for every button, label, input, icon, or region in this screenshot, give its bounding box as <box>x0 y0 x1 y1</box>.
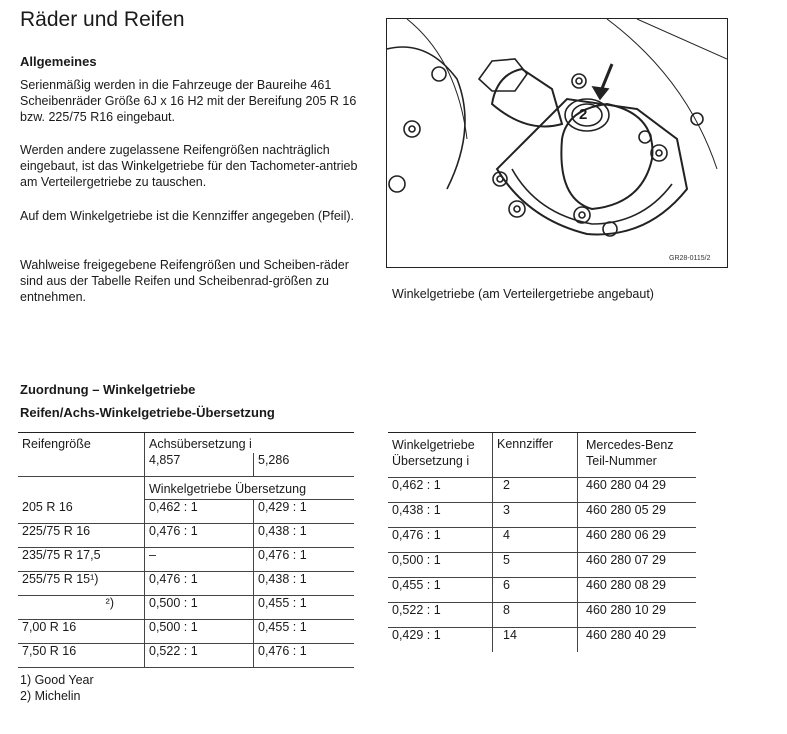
table-row <box>388 478 696 503</box>
ratio-a: – <box>145 548 254 572</box>
paragraph-3: Auf dem Winkelgetriebe ist die Kennziffer angegeben (Pfeil). <box>20 209 354 223</box>
tire-size: ²) <box>18 596 145 620</box>
code-number: 5 <box>493 553 578 578</box>
table-heading-2: Reifen/Achs-Winkelgetriebe-Übersetzung <box>20 405 275 420</box>
section-heading: Allgemeines <box>20 54 97 69</box>
table-row <box>18 548 354 572</box>
code-number: 6 <box>493 578 578 603</box>
ratio-a: 0,522 : 1 <box>145 644 254 668</box>
axle-ratio-b: 5,286 <box>254 453 355 477</box>
table-row <box>18 620 354 644</box>
tire-size: 255/75 R 15¹) <box>18 572 145 596</box>
callout-number: 2 <box>579 106 588 123</box>
col-header-ratio-line1: Winkelgetriebe <box>392 438 475 452</box>
gearbox-figure <box>386 18 728 268</box>
gear-ratio: 0,476 : 1 <box>388 528 493 553</box>
code-number: 4 <box>493 528 578 553</box>
ratio-a: 0,476 : 1 <box>145 524 254 548</box>
sub-header: Winkelgetriebe Übersetzung <box>145 477 355 500</box>
ratio-a: 0,500 : 1 <box>145 596 254 620</box>
table-row <box>18 524 354 548</box>
gear-ratio: 0,455 : 1 <box>388 578 493 603</box>
ratio-a: 0,462 : 1 <box>145 500 254 524</box>
table-row <box>18 596 354 620</box>
footnote-1: 1) Good Year <box>20 673 94 687</box>
table-row <box>388 553 696 578</box>
paragraph-2: Werden andere zugelassene Reifengrößen nachträglich eingebaut, ist das Winkelgetriebe für den Tachometer-antrieb am Verteilergetriebe zu tauschen. <box>20 143 358 189</box>
ratio-a: 0,476 : 1 <box>145 572 254 596</box>
footnote-2: 2) Michelin <box>20 689 81 703</box>
gear-ratio: 0,462 : 1 <box>388 478 493 503</box>
gear-ratio: 0,500 : 1 <box>388 553 493 578</box>
tire-size: 235/75 R 17,5 <box>18 548 145 572</box>
table-row <box>18 572 354 596</box>
tire-size: 225/75 R 16 <box>18 524 145 548</box>
part-number: 460 280 08 29 <box>578 578 697 603</box>
part-number: 460 280 40 29 <box>586 628 666 642</box>
part-number: 460 280 07 29 <box>578 553 697 578</box>
ratio-b: 0,476 : 1 <box>254 644 355 668</box>
table-row <box>388 528 696 553</box>
col-header-part <box>578 433 697 478</box>
table-row <box>388 503 696 528</box>
code-number: 3 <box>493 503 578 528</box>
col-header-ratio-line2: Übersetzung i <box>392 454 470 468</box>
col-header-ratio <box>388 433 493 478</box>
part-number: 460 280 10 29 <box>578 603 697 628</box>
table-heading-1: Zuordnung – Winkelgetriebe <box>20 382 196 397</box>
ratio-b: 0,455 : 1 <box>254 596 355 620</box>
gearbox-illustration <box>387 19 727 267</box>
paragraph-1: Serienmäßig werden in die Fahrzeuge der Baureihe 461 Scheibenräder Größe 6J x 16 H2 mit der Bereifung 205 R 16 bzw. 225/75 R16 eingebaut. <box>20 78 357 124</box>
table-row <box>18 644 354 668</box>
ratio-a: 0,500 : 1 <box>145 620 254 644</box>
ratio-b: 0,455 : 1 <box>254 620 355 644</box>
ratio-b: 0,438 : 1 <box>254 572 355 596</box>
col-header-part-line1: Mercedes-Benz <box>586 438 674 452</box>
col-header-code: Kennziffer <box>493 433 578 478</box>
code-number: 14 <box>493 628 578 653</box>
part-number: 460 280 05 29 <box>578 503 697 528</box>
tire-size: 205 R 16 <box>18 500 145 524</box>
ratio-b: 0,438 : 1 <box>254 524 355 548</box>
axle-ratio-a: 4,857 <box>145 453 254 477</box>
gear-ratio: 0,429 : 1 <box>388 628 493 653</box>
code-number: 8 <box>493 603 578 628</box>
col-header-part-line2: Teil-Nummer <box>586 454 657 468</box>
ratio-b: 0,476 : 1 <box>254 548 355 572</box>
gear-ratio: 0,522 : 1 <box>388 603 493 628</box>
code-number: 2 <box>493 478 578 503</box>
col-header-tire: Reifengröße <box>18 433 145 477</box>
table-row <box>18 500 354 524</box>
table-row <box>388 628 696 653</box>
col-header-axle: Achsübersetzung i <box>149 437 252 451</box>
gear-ratio: 0,438 : 1 <box>388 503 493 528</box>
part-number: 460 280 04 29 <box>578 478 697 503</box>
paragraph-4: Wahlweise freigegebene Reifengrößen und Scheiben-räder sind aus der Tabelle Reifen und Scheibenrad-größen zu entnehmen. <box>20 258 349 304</box>
table-row <box>388 578 696 603</box>
part-number: 460 280 06 29 <box>578 528 697 553</box>
figure-caption: Winkelgetriebe (am Verteilergetriebe angebaut) <box>392 287 654 301</box>
table-row <box>388 603 696 628</box>
figure-code: GR28-0115/2 <box>669 255 711 262</box>
tire-ratio-table <box>18 432 354 668</box>
tire-size: 7,00 R 16 <box>18 620 145 644</box>
gear-part-table <box>388 432 696 652</box>
page-title: Räder und Reifen <box>20 8 185 31</box>
tire-size: 7,50 R 16 <box>18 644 145 668</box>
ratio-b: 0,429 : 1 <box>254 500 355 524</box>
